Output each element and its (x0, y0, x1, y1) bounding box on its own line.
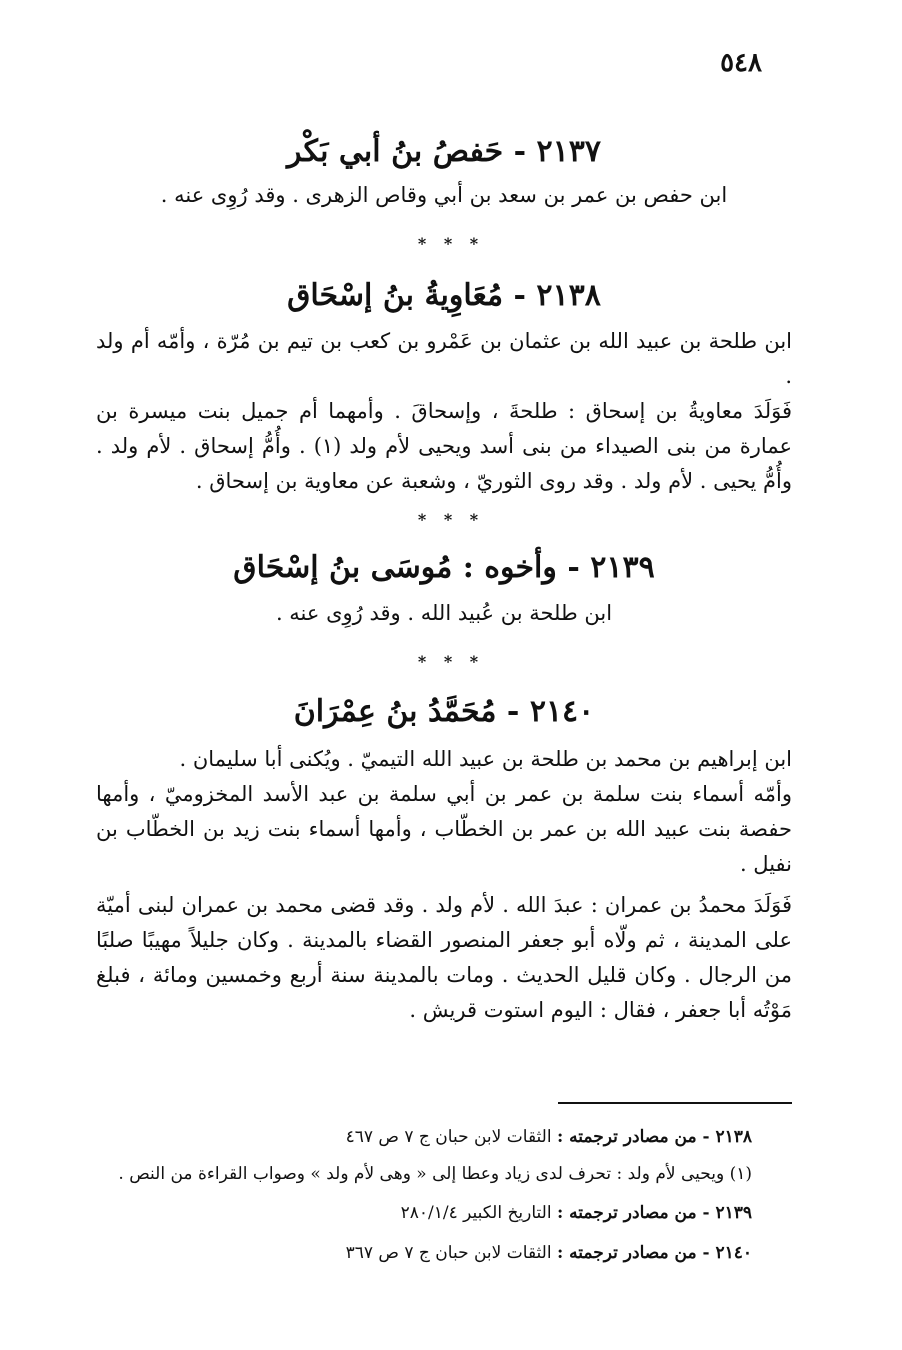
footnote-text: الثقات لابن حبان ج ٧ ص ٣٦٧ (345, 1243, 552, 1263)
entry-heading: ٢١٣٧ - حَفصُ بنُ أبي بَكْر (287, 134, 601, 169)
entry-paragraph: ابن طلحة بن عبيد الله بن عثمان بن عَمْرو بن كعب بن تيم بن مُرّة ، وأمّه أم ولد . (96, 329, 792, 388)
entry-heading: ٢١٤٠ - مُحَمَّدُ بنُ عِمْرَانَ (293, 694, 595, 729)
page-number: ٥٤٨ (720, 48, 762, 78)
section-separator: * * * (417, 652, 485, 671)
footnote-text: (١) ويحيى لأم ولد : تحرف لدى زياد وعطا إلى « وهى لأم ولد » وصواب القراءة من النص . (118, 1164, 752, 1184)
entry-heading: ٢١٣٨ - مُعَاوِيةُ بنُ إسْحَاق (287, 278, 601, 313)
entry-paragraph: ابن طلحة بن عُبيد الله . وقد رُوِى عنه . (275, 601, 613, 625)
footnote (96, 1161, 752, 1187)
entry-paragraph: فَوَلَدَ معاويةُ بن إسحاق : طلحةَ ، وإسحاقَ . وأمهما أم جميل بنت ميسرة بن عمارة من بنى الصيداء من بنى أسد ويحيى لأم ولد (١) . وأُمُّ إسحاق . لأم ولد . وأُمُّ يحيى . لأم ولد . وقد روى الثوريّ ، وشعبة عن معاوية بن إسحاق . (96, 399, 792, 493)
entry-paragraph: ابن إبراهيم بن محمد بن طلحة بن عبيد الله التيميّ . ويُكنى أبا سليمان . (179, 747, 792, 771)
entry-2137 (96, 132, 792, 213)
section-separator: * * * (417, 234, 485, 253)
footnote-label: ٢١٣٩ - من مصادر ترجمته : (556, 1203, 752, 1223)
footnote-text: الثقات لابن حبان ج ٧ ص ٤٦٧ (345, 1127, 552, 1147)
footnote (96, 1124, 752, 1150)
footnote (96, 1240, 752, 1266)
footnote (96, 1200, 752, 1226)
entry-heading: ٢١٣٩ - وأخوه : مُوسَى بنُ إسْحَاق (233, 550, 655, 585)
entry-paragraph: فَوَلَدَ محمدُ بن عمران : عبدَ الله . لأم ولد . وقد قضى محمد بن عمران لبنى أميّة على المدينة ، ثم ولّاه أبو جعفر المنصور القضاء بالمدينة . وكان جليلاً مهيبًا صلبًا من الرجال . وكان قليل الحديث . ومات بالمدينة سنة أربع وخمسين ومائة ، فبلغ مَوْتُه أبا جعفر ، فقال : اليوم استوت قريش . (96, 893, 793, 1022)
entry-paragraph: وأمّه أسماء بنت سلمة بن عمر بن أبي سلمة بن عبد الأسد المخزوميّ ، وأمها حفصة بنت عبيد الله بن عمر بن الخطّاب ، وأمها أسماء بنت زيد بن الخطّاب بن نفيل . (96, 782, 793, 876)
entry-2139 (96, 548, 792, 631)
entry-2138 (96, 276, 792, 499)
footnote-divider (558, 1102, 792, 1104)
section-separator: * * * (417, 510, 485, 529)
entry-2140 (96, 692, 792, 1028)
entry-paragraph: ابن حفص بن عمر بن سعد بن أبي وقاص الزهرى . وقد رُوِى عنه . (160, 183, 728, 207)
footnote-text: التاريخ الكبير ٢٨٠/١/٤ (400, 1203, 552, 1223)
footnote-label: ٢١٣٨ - من مصادر ترجمته : (556, 1127, 752, 1147)
footnote-label: ٢١٤٠ - من مصادر ترجمته : (556, 1243, 752, 1263)
